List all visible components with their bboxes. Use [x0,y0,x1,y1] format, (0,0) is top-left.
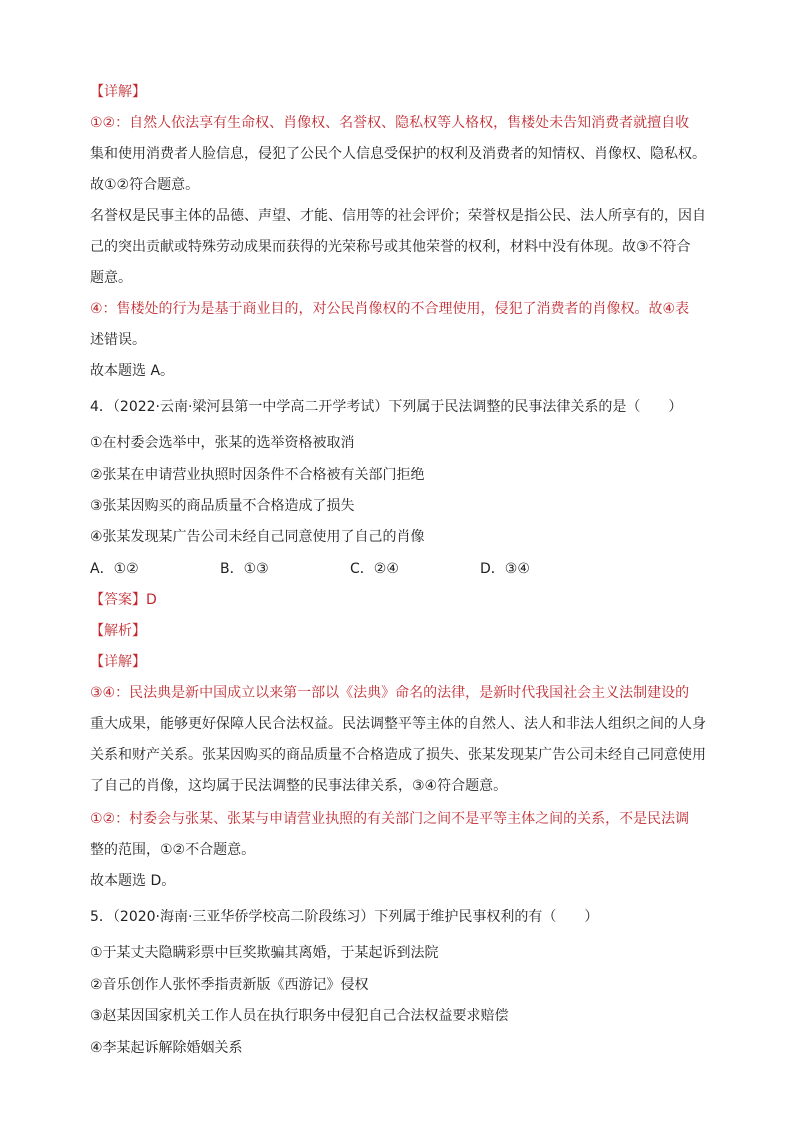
conclusion-line: 故本题选 D。 [90,873,176,889]
answer-label: 【答案】D [90,592,157,608]
explanation-line: 题意。 [90,270,132,286]
analysis-heading: 【解析】 [90,623,146,639]
explanation-line: ③④：民法典是新中国成立以来第一部以《法典》命名的法律，是新时代我国社会主义法制建设的 [90,685,690,701]
explanation-line: 重大成果，能够更好保障人民合法权益。民法调整平等主体的自然人、法人和非法人组织之间的人身 [90,716,706,732]
question-5-stem: 5．（2020·海南·三亚华侨学校高二阶段练习）下列属于维护民事权利的有（ ） [90,909,599,925]
question-5-statement-2: ②音乐创作人张怀季指责新版《西游记》侵权 [90,977,369,993]
question-4-statement-4: ④张某发现某广告公司未经自己同意使用了自己的肖像 [90,529,425,545]
option-c: C．②④ [350,561,399,577]
question-5-statement-3: ③赵某因国家机关工作人员在执行职务中侵犯自己合法权益要求赔偿 [90,1008,509,1024]
explanation-line: 关系和财产关系。张某因购买的商品质量不合格造成了损失、张某发现某广告公司未经自己同意使用 [90,747,706,763]
explanation-line: 了自己的肖像，这均属于民法调整的民事法律关系，③④符合题意。 [90,778,508,794]
section-heading-detail: 【详解】 [90,84,146,100]
explanation-line: ①②：村委会与张某、张某与申请营业执照的有关部门之间不是平等主体之间的关系，不是民法调 [90,811,690,827]
conclusion-line: 故本题选 A。 [90,363,175,379]
option-b: B．①③ [220,561,269,577]
explanation-line: 己的突出贡献或特殊劳动成果而获得的光荣称号或其他荣誉的权利，材料中没有体现。故③不符合 [90,239,691,255]
explanation-line: 述错误。 [90,332,146,348]
explanation-line: 集和使用消费者人脸信息，侵犯了公民个人信息受保护的权利及消费者的知情权、肖像权、隐私权。 [90,146,706,162]
explanation-line: 整的范围，①②不合题意。 [90,842,256,858]
question-4-statement-2: ②张某在申请营业执照时因条件不合格被有关部门拒绝 [90,467,425,483]
explanation-line: ④：售楼处的行为是基于商业目的，对公民肖像权的不合理使用，侵犯了消费者的肖像权。故④表 [90,301,690,317]
explanation-line: ①②：自然人依法享有生命权、肖像权、名誉权、隐私权等人格权，售楼处未告知消费者就擅自收 [90,115,690,131]
question-4-statement-3: ③张某因购买的商品质量不合格造成了损失 [90,498,355,514]
detail-heading: 【详解】 [90,654,146,670]
question-5-statement-1: ①于某丈夫隐瞒彩票中巨奖欺骗其离婚，于某起诉到法院 [90,945,439,961]
explanation-line: 故①②符合题意。 [90,177,200,193]
option-a: A．①② [90,561,139,577]
question-5-statement-4: ④李某起诉解除婚姻关系 [90,1040,243,1056]
question-4-statement-1: ①在村委会选举中，张某的选举资格被取消 [90,435,355,451]
question-4-options [90,560,720,578]
question-4-stem: 4．（2022·云南·梁河县第一中学高二开学考试）下列属于民法调整的民事法律关系的是（ ） [90,399,683,415]
option-d: D．③④ [480,561,530,577]
explanation-line: 名誉权是民事主体的品德、声望、才能、信用等的社会评价；荣誉权是指公民、法人所享有的，因自 [90,208,706,224]
